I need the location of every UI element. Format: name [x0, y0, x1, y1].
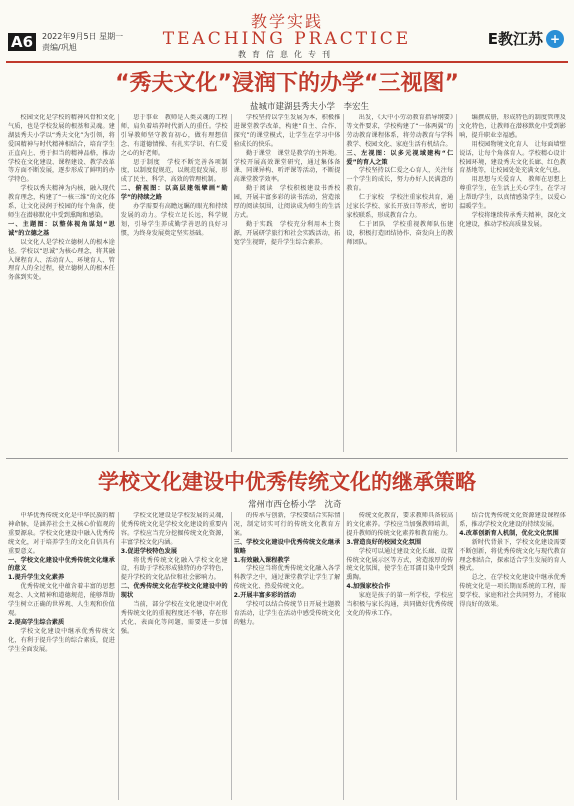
article-1-title: “秀夫文化”浸润下的办学“三视图” — [115, 71, 459, 96]
issue-date: 2022年9月5日 星期一 — [42, 32, 124, 41]
paragraph: 中华优秀传统文化是中华民族的精神命脉，是涵养社会主义核心价值观的重要源泉。学校文化建设中融入优秀传统文化，对于培养学生的文化自信具有重要意义。 — [8, 512, 115, 555]
article-2-title: 学校文化建设中优秀传统文化的继承策略 — [98, 470, 476, 494]
paragraph: 优秀传统文化中蕴含着丰富的思想观念、人文精神和道德规范，能够帮助学生树立正确的世界观、人生观和价值观。 — [8, 583, 115, 617]
paragraph: 学校文化建设是学校发展的灵魂，优秀传统文化是学校文化建设的重要内容。学校应当充分挖掘传统文化资源，丰富学校文化内涵。 — [120, 512, 228, 546]
paragraph: 办学需要有高瞻远瞩的眼光和持续发展的动力。学校立足长远，科学规划，引导学生养成勤学善思的良好习惯，为终身发展奠定坚实基础。 — [120, 203, 228, 237]
section-heading: 一、主题图：以整体视角谋划“思诚”的立德之基 — [8, 220, 115, 237]
paragraph: 仁于家校 学校注重家校共育，通过家长学校、家长开放日等形式，密切家校联系，形成教育合力。 — [346, 194, 454, 219]
paragraph: 家庭是孩子的第一所学校，学校应当积极与家长沟通，共同做好优秀传统文化的传承工作。 — [346, 592, 454, 617]
section-heading: 三、学校文化建设中优秀传统文化继承策略 — [233, 538, 341, 555]
brand-name: E教江苏 — [487, 30, 543, 48]
section-heading: 三、左视图：以多元视域建构“仁爱”的育人之策 — [346, 149, 454, 166]
article-divider — [6, 458, 568, 459]
paragraph: 将优秀传统文化融入学校文化建设，有助于学校形成独特的办学特色，提升学校的文化品位和社会影响力。 — [120, 556, 228, 582]
header-rule — [6, 61, 568, 63]
column-separator — [118, 512, 119, 800]
section-heading: 4.改革创新育人机制，优化文化氛围 — [459, 529, 559, 537]
article-column — [459, 114, 566, 452]
paragraph: 勤于实践 学校充分利用本土资源，开展研学旅行和社会实践活动，拓宽学生视野，提升学生综合素养。 — [233, 220, 341, 246]
article-column — [8, 512, 115, 800]
paragraph: 勤于课堂 课堂是教学的主阵地。学校开展高效课堂研究，通过集体备课、同课异构、听评课等活动，不断提高课堂教学效率。 — [233, 149, 341, 184]
section-heading: 一、学校文化建设中优秀传统文化继承的意义 — [8, 556, 115, 573]
section-heading: 2.开展丰富多彩的活动 — [233, 592, 296, 600]
paragraph: 编撰成册，形成特色的制度管理及文化特色，让教师在潜移默化中受到影响，提升职业幸福感。 — [459, 114, 566, 139]
paragraph: 新时代背景下，学校文化建设需要不断创新，将优秀传统文化与现代教育理念相结合，探索适合学生发展的育人模式。 — [459, 538, 566, 573]
brand-logo — [488, 28, 564, 49]
article-column — [346, 512, 453, 800]
paragraph: 学校坚持以学生发展为本，积极推进课堂教学改革，构建“自主、合作、探究”的课堂模式，让学生在学习中体验成长的快乐。 — [233, 114, 341, 148]
paragraph: 学校将继续传承秀夫精神，深化文化建设，推动学校高质量发展。 — [459, 211, 566, 228]
article-1-byline: 盐城市建湖县秀夫小学 李宏生 — [250, 102, 370, 112]
column-separator — [343, 114, 344, 452]
section-subtitle: 教育信息化专刊 — [238, 50, 336, 59]
paragraph: 学校可以通过建设文化长廊、设置传统文化展示区等方式，营造浓厚的传统文化氛围，使学生在耳濡目染中受到熏陶。 — [346, 547, 454, 582]
paragraph: 用思想与关爱育人 教师在思想上尊重学生，在生活上关心学生，在学习上帮助学生，以真情感染学生，以爱心温暖学生。 — [459, 176, 566, 211]
article-column — [234, 114, 341, 452]
article-column — [234, 512, 341, 800]
section-heading: 1.提升学生文化素养 — [8, 574, 65, 582]
column-separator — [343, 512, 344, 800]
paragraph: 传统文化教育，要求教师具备较高的文化素养。学校应当加强教师培训，提升教师的传统文化素养和教育能力。 — [346, 512, 454, 537]
paragraph: 用校园物境文化育人 让每面墙壁说话，让每个角落育人。学校精心设计校园环境，建设秀夫文化长廊、红色教育基地等，让校园处处充满文化气息。 — [459, 140, 566, 175]
section-heading: 3.营造良好的校园文化氛围 — [346, 538, 422, 546]
section-heading: 3.促进学校特色发展 — [120, 547, 177, 555]
column-separator — [456, 114, 457, 452]
column-separator — [231, 114, 232, 452]
paragraph: 总之，在学校文化建设中继承优秀传统文化是一项长期而系统的工程，需要学校、家庭和社会共同努力，才能取得良好的效果。 — [459, 574, 566, 609]
page-number: A6 — [8, 33, 36, 51]
article-column — [121, 114, 228, 452]
section-heading: 2.提高学生综合素质 — [8, 618, 65, 626]
paragraph: 学校应当将优秀传统文化融入各学科教学之中，通过课堂教学让学生了解传统文化、热爱传统文化。 — [233, 565, 341, 591]
masthead — [0, 0, 574, 58]
section-heading: 4.加强家校合作 — [346, 583, 391, 591]
article-column — [8, 114, 115, 452]
paragraph: 以文化人是学校立德树人的根本途径。学校以“思诚”为核心理念，将其融入课程育人、活动育人、环境育人、管理育人的全过程，使立德树人的根本任务落到实处。 — [8, 238, 115, 282]
plus-icon: + — [546, 30, 564, 48]
section-title-en: TEACHING PRACTICE — [162, 29, 412, 49]
column-separator — [118, 114, 119, 452]
column-separator — [456, 512, 457, 800]
paragraph: 仁于团队 学校重视教师队伍建设，积极打造团结协作、奋发向上的教师团队。 — [346, 220, 454, 246]
article-2-byline: 常州市西仓桥小学 沈奇 — [248, 500, 342, 510]
paragraph: 学校以秀夫精神为内核，融入现代教育理念，构建了“一核三维”的文化体系，让文化浸润于校园的每个角落，使师生在潜移默化中受到熏陶和感染。 — [8, 185, 115, 219]
section-heading: 二、优秀传统文化在学校文化建设中的现状 — [120, 583, 228, 600]
editor-credit: 责编/巩旭 — [42, 43, 77, 52]
paragraph: 的传承与创新，学校要结合实际情况，制定切实可行的传统文化教育方案。 — [233, 512, 341, 537]
article-column — [346, 114, 453, 452]
paragraph: 学校坚持以仁爱之心育人，关注每一个学生的成长，努力办好人民满意的教育。 — [346, 167, 454, 193]
paragraph: 当前，部分学校在文化建设中对优秀传统文化的重视程度还不够，存在形式化、表面化等问题，需要进一步加强。 — [120, 601, 228, 635]
section-heading: 1.有效融入课程教学 — [233, 556, 290, 564]
section-heading: 二、俯视图：以高层建瓴擘画“勤学”的持续之路 — [120, 185, 228, 202]
article-column — [459, 512, 566, 800]
section-title-cn: 教学实践 — [250, 12, 323, 31]
column-separator — [231, 512, 232, 800]
paragraph: 思于事业 教师是人类灵魂的工程师，肩负着培养时代新人的重任。学校引导教师坚守教育初心，做有理想信念、有道德情操、有扎实学识、有仁爱之心的好老师。 — [120, 114, 228, 157]
paragraph: 学校可以结合传统节日开展主题教育活动，让学生在活动中感受传统文化的魅力。 — [233, 601, 341, 626]
article-column — [121, 512, 228, 800]
paragraph: 校园文化是学校的精神风骨和文化气质，也是学校发展的根基和灵魂。建湖县秀夫小学以“秀夫文化”为引领，将爱国精神与时代精神相结合，培育学生正直向上、勇于担当的精神品格，推动学校在文化建设、课程建设、教学改革等方面不断发展，逐步形成了鲜明的办学特色。 — [8, 114, 115, 184]
paragraph: 思于制度 学校不断完善各项制度，以制度促规范，以规范促发展，形成了民主、科学、高效的管理机制。 — [120, 158, 228, 184]
paragraph: 出发，《大中小劳动教育指导纲要》等文件要求，学校构建了“一体两翼”的劳动教育课程体系，将劳动教育与学科教学、校园文化、家庭生活有机结合。 — [346, 114, 454, 148]
paragraph: 勤于阅读 学校积极建设书香校园，开展丰富多彩的读书活动，营造浓厚的阅读氛围，让阅读成为师生的生活方式。 — [233, 185, 341, 219]
paragraph: 学校文化建设中继承优秀传统文化，有利于提升学生的综合素质，促进学生全面发展。 — [8, 627, 115, 653]
paragraph: 结合优秀传统文化资源建设课程体系，推动学校文化建设的持续发展。 — [459, 512, 566, 528]
